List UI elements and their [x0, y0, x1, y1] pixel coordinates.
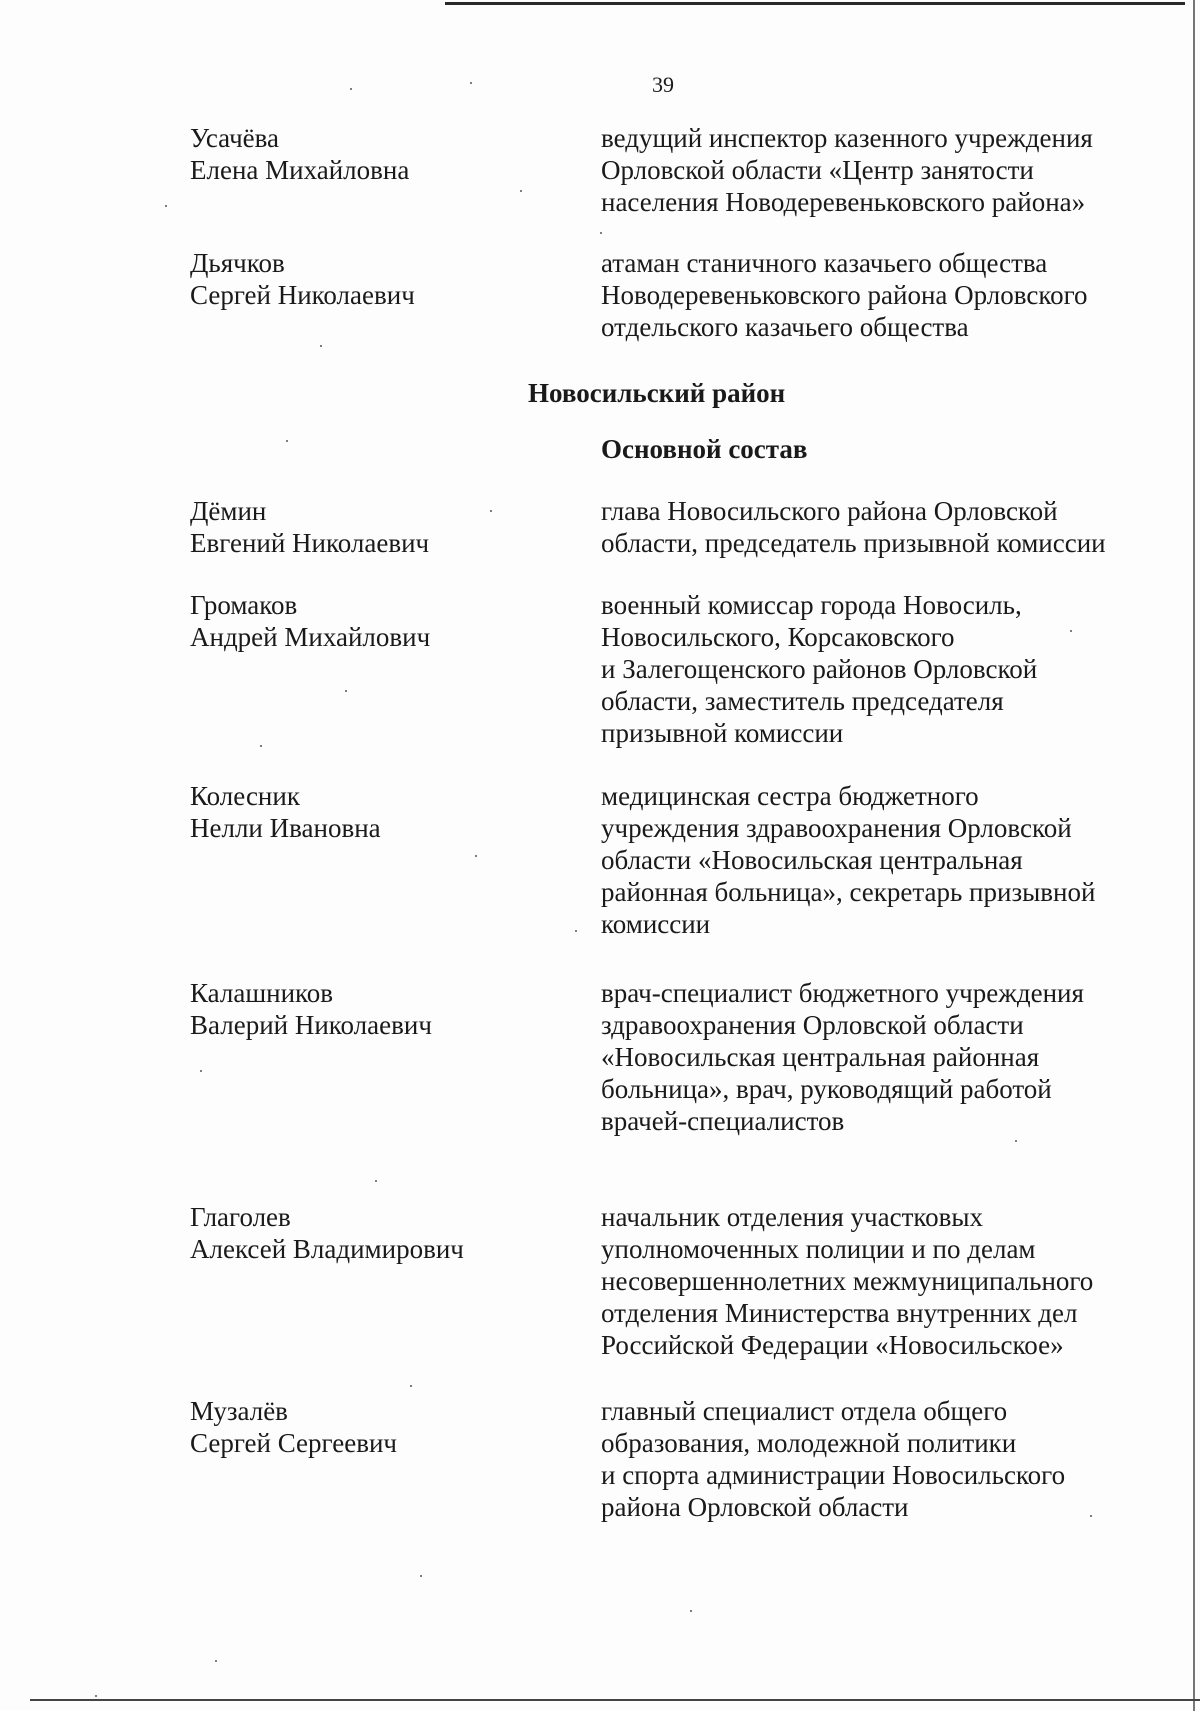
scan-edge-bottom — [30, 1699, 1200, 1701]
position-line: и Залегощенского районов Орловской — [601, 654, 1038, 684]
person-name — [190, 977, 520, 1041]
position-line: района Орловской области — [601, 1492, 909, 1522]
position-line: районная больница», секретарь призывной — [601, 877, 1096, 907]
surname: Калашников — [190, 978, 334, 1008]
section-heading: Новосильский район — [528, 378, 786, 408]
person-name — [190, 1395, 520, 1459]
person-position — [601, 122, 1161, 218]
position-line: ведущий инспектор казенного учреждения — [601, 123, 1093, 153]
given-names: Нелли Ивановна — [190, 813, 381, 843]
position-line: глава Новосильского района Орловской — [601, 496, 1058, 526]
person-name — [190, 495, 520, 559]
scan-speck — [200, 1070, 202, 1072]
position-line: здравоохранения Орловской области — [601, 1010, 1024, 1040]
position-line: атаман станичного казачьего общества — [601, 248, 1048, 278]
position-line: «Новосильская центральная районная — [601, 1042, 1040, 1072]
person-name — [190, 122, 520, 186]
given-names: Евгений Николаевич — [190, 528, 430, 558]
scan-speck — [420, 1575, 422, 1577]
position-line: главный специалист отдела общего — [601, 1396, 1008, 1426]
surname: Дёмин — [190, 496, 267, 526]
scan-speck — [600, 232, 602, 234]
surname: Громаков — [190, 590, 298, 620]
given-names: Валерий Николаевич — [190, 1010, 432, 1040]
given-names: Сергей Сергеевич — [190, 1428, 398, 1458]
position-line: несовершеннолетних межмуниципального — [601, 1266, 1094, 1296]
position-line: больница», врач, руководящий работой — [601, 1074, 1052, 1104]
person-position — [601, 780, 1161, 940]
given-names: Елена Михайловна — [190, 155, 410, 185]
scan-speck — [215, 1660, 217, 1662]
page-number: 39 — [652, 72, 674, 97]
position-line: Российской Федерации «Новосильское» — [601, 1330, 1064, 1360]
given-names: Андрей Михайлович — [190, 622, 431, 652]
scan-speck — [320, 345, 322, 347]
scan-speck — [490, 510, 492, 512]
surname: Глаголев — [190, 1202, 291, 1232]
position-line: врач-специалист бюджетного учреждения — [601, 978, 1084, 1008]
position-line: области, заместитель председателя — [601, 686, 1004, 716]
person-position — [601, 247, 1161, 343]
scan-speck — [520, 190, 522, 192]
scan-speck — [410, 1385, 412, 1387]
person-name — [190, 247, 520, 311]
scan-speck — [1090, 1515, 1092, 1517]
position-line: Новосильского, Корсаковского — [601, 622, 955, 652]
given-names: Сергей Николаевич — [190, 280, 415, 310]
surname: Музалёв — [190, 1396, 288, 1426]
surname: Колесник — [190, 781, 300, 811]
scan-speck — [286, 440, 288, 442]
person-name — [190, 780, 520, 844]
subsection-heading: Основной состав — [601, 434, 808, 464]
person-position — [601, 495, 1161, 559]
person-position — [601, 1201, 1161, 1361]
person-name — [190, 589, 520, 653]
given-names: Алексей Владимирович — [190, 1234, 464, 1264]
position-line: призывной комиссии — [601, 718, 844, 748]
scan-edge-top — [445, 2, 1185, 5]
position-line: комиссии — [601, 909, 711, 939]
scan-speck — [350, 88, 352, 90]
position-line: медицинская сестра бюджетного — [601, 781, 979, 811]
position-line: и спорта администрации Новосильского — [601, 1460, 1066, 1490]
position-line: образования, молодежной политики — [601, 1428, 1017, 1458]
scan-speck — [1015, 1140, 1017, 1142]
position-line: врачей-специалистов — [601, 1106, 845, 1136]
scan-speck — [690, 1610, 692, 1612]
surname: Усачёва — [190, 123, 280, 153]
position-line: военный комиссар города Новосиль, — [601, 590, 1022, 620]
scan-speck — [470, 82, 472, 84]
scan-speck — [260, 745, 262, 747]
scan-speck — [475, 855, 477, 857]
position-line: Орловской области «Центр занятости — [601, 155, 1034, 185]
position-line: отделения Министерства внутренних дел — [601, 1298, 1078, 1328]
position-line: начальник отделения участковых — [601, 1202, 984, 1232]
person-position — [601, 589, 1161, 749]
position-line: области «Новосильская центральная — [601, 845, 1023, 875]
scan-speck — [165, 205, 167, 207]
scan-speck — [575, 930, 577, 932]
position-line: отдельского казачьего общества — [601, 312, 969, 342]
scan-speck — [345, 690, 347, 692]
scan-speck — [95, 1695, 97, 1697]
position-line: области, председатель призывной комиссии — [601, 528, 1106, 558]
position-line: населения Новодеревеньковского района» — [601, 187, 1086, 217]
scan-speck — [375, 1180, 377, 1182]
person-name — [190, 1201, 520, 1265]
position-line: Новодеревеньковского района Орловского — [601, 280, 1088, 310]
scan-speck — [1070, 630, 1072, 632]
scan-edge-right — [1193, 0, 1195, 1711]
person-position — [601, 1395, 1161, 1523]
person-position — [601, 977, 1161, 1137]
position-line: уполномоченных полиции и по делам — [601, 1234, 1036, 1264]
surname: Дьячков — [190, 248, 285, 278]
position-line: учреждения здравоохранения Орловской — [601, 813, 1072, 843]
